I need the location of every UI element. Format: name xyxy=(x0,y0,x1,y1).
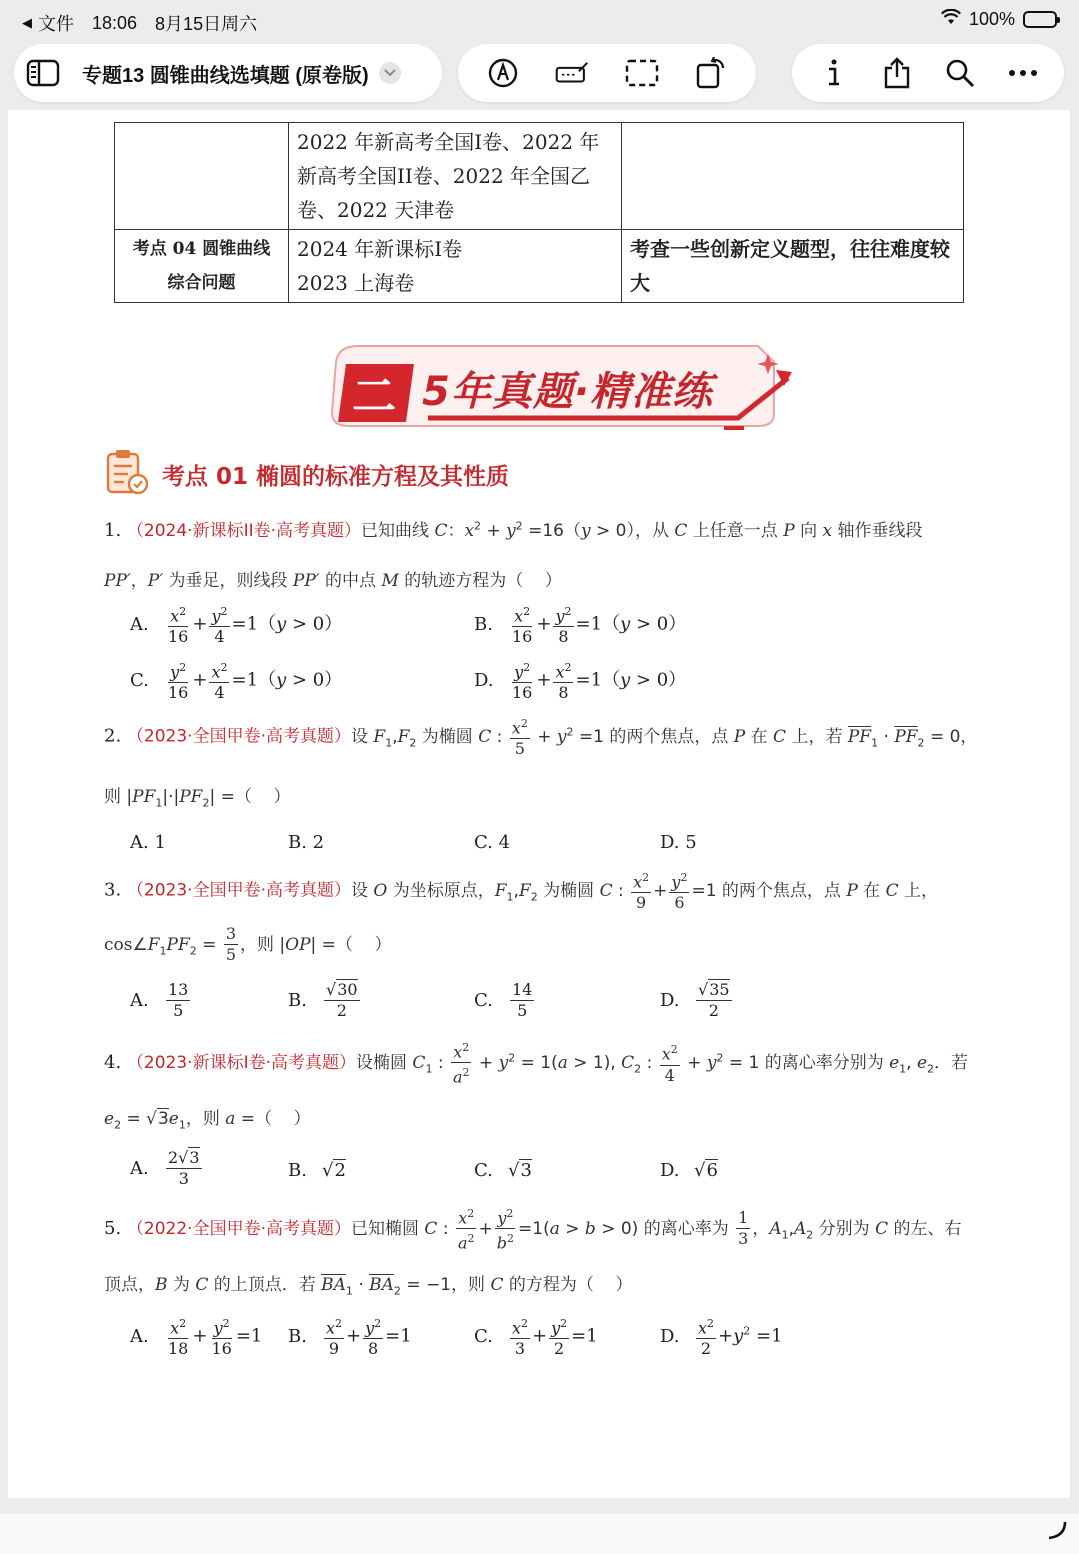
question-2-line2: 则 $|PF_1|\cdot|PF_2|$ =（ ） xyxy=(104,787,291,810)
option-2c[interactable]: C. 4 xyxy=(474,832,511,853)
sidebar-toggle-icon[interactable] xyxy=(26,56,60,90)
table-cell-kaodian xyxy=(115,230,289,303)
battery-percent: 100% xyxy=(968,9,1015,29)
status-date: 8月15日周六 xyxy=(155,14,258,34)
bottom-strip xyxy=(0,1514,1079,1554)
document-title[interactable]: 专题13 圆锥曲线选填题 (原卷版) xyxy=(82,64,369,87)
question-source: （2022·全国甲卷·高考真题） xyxy=(126,1218,351,1239)
banner-title: 5年真题·精准练 xyxy=(422,369,714,415)
option-4b[interactable]: B. √2 xyxy=(288,1160,346,1181)
option-4d[interactable]: D. √6 xyxy=(660,1160,718,1181)
question-5: 5. （2022·全国甲卷·高考真题）已知椭圆 C : $\frac{x^2}{a^2}$ + $\frac{y^2}{b^2}$ =1(a > b > 0) 的离心率为 $\frac{1}{3}$ ，$A_1,A_2$ 分别为 C 的左、右 xyxy=(104,1204,962,1254)
question-4: 4. （2023·新课标I卷·高考真题）设椭圆 $C_1$ : $\frac{x^2}{a^2}$ + $y^2 = 1(a > 1)$, $C_2$ : $\frac{x^2}{4}$ + $y^2 = 1$ 的离心率分别为 $e_1$, $e_2$．若 xyxy=(104,1038,968,1088)
table-cell-sources xyxy=(289,230,622,303)
more-icon[interactable] xyxy=(1006,56,1040,90)
title-pill xyxy=(14,44,442,102)
actions-pill xyxy=(792,44,1064,102)
tools-pill xyxy=(458,44,756,102)
app-toolbar xyxy=(0,40,1079,106)
question-3: 3. （2023·全国甲卷·高考真题）设 O 为坐标原点，$F_1,F_2$ 为椭圆 C : $\frac{x^2}{9}$ + $\frac{y^2}{6}$ =1 的两个焦点，点 P 在 C 上， xyxy=(104,868,938,913)
question-2: 2. （2023·全国甲卷·高考真题）设 $F_1,F_2$ 为椭圆 C : $\frac{x^2}{5}$ + $y^2 =1$ 的两个焦点，点 P 在 C 上，若 $\overline{PF}_1 \cdot \overline{PF}_2 = 0$， xyxy=(104,714,977,759)
clipboard-icon xyxy=(104,448,150,500)
option-1d[interactable]: D. $\frac{y^2}{16}$ + $\frac{x^2}{8}$ =1（y > 0） xyxy=(474,658,686,703)
option-4a[interactable]: A. $\frac{2√3}{3}$ xyxy=(130,1148,200,1188)
status-time: 18:06 xyxy=(92,12,138,33)
option-2d[interactable]: D. 5 xyxy=(660,832,697,853)
resize-corner-icon[interactable] xyxy=(1047,1520,1067,1544)
option-2a[interactable]: A. 1 xyxy=(130,832,166,853)
kaodian-label-line2: 综合问题 xyxy=(167,273,236,293)
table-cell-note: 考查一些创新定义题型，往往难度较大 xyxy=(622,230,964,303)
table-cell xyxy=(115,123,289,230)
kaodian-label-line1: 考点 04 圆锥曲线 xyxy=(132,239,271,259)
source-line1: 2024 年新课标I卷 xyxy=(297,237,463,261)
option-3d[interactable]: D. $\frac{√35}{2}$ xyxy=(660,980,730,1020)
rotate-page-icon[interactable] xyxy=(694,56,728,90)
pdf-page[interactable] xyxy=(8,110,1070,1498)
section-banner xyxy=(318,340,798,438)
question-source: （2023·新课标I卷·高考真题） xyxy=(126,1052,357,1073)
markup-pen-icon[interactable] xyxy=(486,56,520,90)
wifi-icon xyxy=(941,9,961,30)
option-4c[interactable]: C. √3 xyxy=(474,1160,532,1181)
source-line2: 2023 上海卷 xyxy=(297,271,415,295)
question-source: （2024·新课标II卷·高考真题） xyxy=(126,521,362,541)
banner-number: 二 xyxy=(352,371,396,422)
chevron-down-icon[interactable] xyxy=(379,62,401,84)
question-1-line2: PP′，P′ 为垂足，则线段 PP′ 的中点 M 的轨迹方程为（ ） xyxy=(104,571,562,591)
question-5-line2: 顶点，B 为 C 的上顶点．若 $\overline{BA}_1 \cdot \overline{BA}_2 = -1$，则 C 的方程为（ ） xyxy=(104,1275,633,1298)
status-bar xyxy=(0,0,1079,40)
kaodian-table xyxy=(114,122,964,303)
option-5b[interactable]: B. $\frac{x^2}{9}$ + $\frac{y^2}{8}$ =1 xyxy=(288,1314,412,1359)
info-icon[interactable] xyxy=(817,56,851,90)
option-3c[interactable]: C. $\frac{14}{5}$ xyxy=(474,980,533,1020)
table-row xyxy=(115,230,964,303)
question-4-line2: $e_2 = √3e_1$，则 a =（ ） xyxy=(104,1109,311,1132)
back-label[interactable]: 文件 xyxy=(38,14,74,34)
question-source: （2023·全国甲卷·高考真题） xyxy=(126,880,351,901)
keyboard-edit-icon[interactable] xyxy=(555,56,589,90)
question-source: （2023·全国甲卷·高考真题） xyxy=(126,726,351,747)
option-1c[interactable]: C. $\frac{y^2}{16}$ + $\frac{x^2}{4}$ =1（y > 0） xyxy=(130,658,342,703)
question-3-line2: $\cos\angle F_1PF_2$ = $\frac{3}{5}$ ，则 |OP| =（ ） xyxy=(104,924,392,964)
table-row xyxy=(115,123,964,230)
table-cell xyxy=(622,123,964,230)
selection-icon[interactable] xyxy=(625,56,659,90)
share-icon[interactable] xyxy=(880,56,914,90)
option-5d[interactable]: D. $\frac{x^2}{2}$ $+y^2 =1$ xyxy=(660,1314,783,1359)
section-heading xyxy=(104,448,509,500)
option-3b[interactable]: B. $\frac{√30}{2}$ xyxy=(288,980,358,1020)
battery-icon xyxy=(1023,11,1057,28)
option-1a[interactable]: A. $\frac{x^2}{16}$ + $\frac{y^2}{4}$ =1（y > 0） xyxy=(130,602,342,647)
table-cell-sources: 2022 年新高考全国I卷、2022 年新高考全国II卷、2022 年全国乙卷、2022 天津卷 xyxy=(289,123,622,230)
question-1: 1. （2024·新课标II卷·高考真题）已知曲线 C：$x^2 + y^2 =16(y > 0)$，从 C 上任意一点 P 向 x 轴作垂线段 xyxy=(104,519,923,541)
option-1b[interactable]: B. $\frac{x^2}{16}$ + $\frac{y^2}{8}$ =1（y > 0） xyxy=(474,602,686,647)
back-arrow-icon[interactable]: ◀ xyxy=(22,15,32,30)
option-5a[interactable]: A. $\frac{x^2}{18}$ + $\frac{y^2}{16}$ =1 xyxy=(130,1314,262,1359)
option-2b[interactable]: B. 2 xyxy=(288,832,325,853)
section-title: 考点 01 椭圆的标准方程及其性质 xyxy=(162,463,510,490)
search-icon[interactable] xyxy=(943,56,977,90)
option-5c[interactable]: C. $\frac{x^2}{3}$ + $\frac{y^2}{2}$ =1 xyxy=(474,1314,598,1359)
option-3a[interactable]: A. $\frac{13}{5}$ xyxy=(130,980,189,1020)
